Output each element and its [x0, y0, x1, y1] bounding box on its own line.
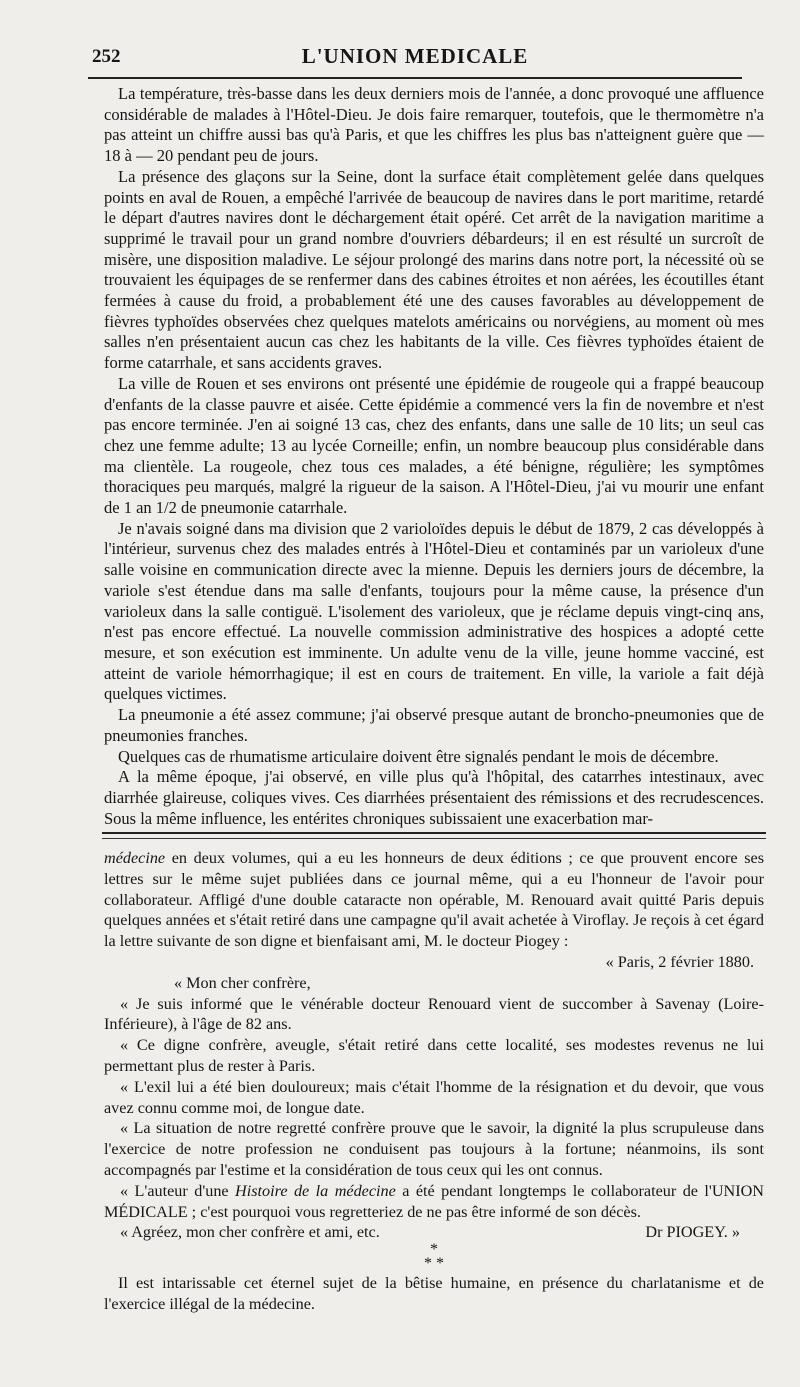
upper-column: [104, 84, 764, 829]
letter-paragraph: « Je suis informé que le vénérable docteur Renouard vient de succomber à Savenay (Loire-Inférieure), à l'âge de 82 ans.: [104, 994, 764, 1034]
letter-paragraph: [104, 1181, 764, 1223]
paragraph-closing: Il est intarissable cet éternel sujet de la bêtise humaine, en présence du charlatanisme et de l'exercice illégal de la médecine.: [104, 1274, 764, 1313]
paragraph-smallpox: Je n'avais soigné dans ma division que 2 varioloïdes depuis le début de 1879, 2 cas développés à l'intérieur, survenus chez des malades entrés à l'Hôtel-Dieu et contaminés par un varioleux d'une salle voisine en communication directe avec la mienne. Depuis les derniers jours de décembre, la variole s'est étendue dans ma salle d'enfants, toujours pour la même cause, la présence d'un varioleux dans la salle contiguë. L'isolement des varioleux, que je réclame depuis vingt-cinq ans, n'est pas encore effectué. La nouvelle commission administrative des hospices a adopté cette mesure, et son exécution est imminente. Un adulte venu de la ville, jeune homme vacciné, est atteint de variole hémorrhagique; il est en cours de traitement. En ville, la variole a fait déjà quelques victimes.: [104, 518, 764, 704]
letter-paragraph: « L'exil lui a été bien douloureux; mais c'était l'homme de la résignation et du devoir, que vous avez connu comme moi, de longue date.: [104, 1077, 764, 1117]
letter-paragraph: « La situation de notre regretté confrère prouve que le savoir, la dignité la plus scrupuleuse dans l'exercice de notre profession ne conduisent pas toujours à la fortune; néanmoins, ils sont accompagnés par l'estime et la considération de tous ceux qui les ont connus.: [104, 1119, 764, 1179]
book-title: Histoire de la médecine: [235, 1181, 396, 1200]
letter-dateline: « Paris, 2 février 1880.: [605, 952, 754, 971]
asterism-top: *: [430, 1241, 438, 1259]
letter-closing: « Agréez, mon cher confrère et ami, etc.: [120, 1223, 380, 1242]
journal-title: L'UNION MEDICALE: [301, 44, 529, 68]
letter-salutation: « Mon cher confrère,: [174, 973, 311, 992]
page-number: 252: [92, 46, 121, 67]
italic-word: médecine: [104, 849, 166, 867]
paragraph-temperature: La température, très-basse dans les deux derniers mois de l'année, a donc provoqué une affluence considérable de malades à l'Hôtel-Dieu. Je dois faire remarquer, toutefois, que le thermomètre n'a pas atteint un chiffre aussi bas qu'à Paris, et que les chiffres les plus bas n'atteignent guère que — 18 à — 20 pendant peu de jours.: [104, 84, 764, 166]
letter-text: a été pendant longtemps le collaborateur de l'UNION MÉDICALE ; c'est pourquoi vous regretteriez de ne pas être informé de son décès.: [104, 1181, 764, 1221]
paragraph-catarrh: A la même époque, j'ai observé, en ville plus qu'à l'hôpital, des catarrhes intestinaux, avec diarrhée glaireuse, coliques vives. Ces diarrhées présentaient des rémissions et des recrudescences. Sous la même influence, les entérites chroniques subissaient une exacerbation mar-: [104, 767, 764, 828]
intro-text: en deux volumes, qui a eu les honneurs de deux éditions ; ce que prouvent encore ses lettres sur le même sujet publiées dans ce journal même, qui a eu l'honneur de l'avoir pour collaborateur. Affligé d'une double cataracte non opérable, M. Renouard avait quitté Paris depuis quelques années et s'était retiré dans une campagne qu'il avait achetée à Viroflay. Je reçois à cet égard la lettre suivante de son digne et bienfaisant ami, M. le docteur Piogey :: [104, 849, 764, 951]
paragraph-seine-ice: La présence des glaçons sur la Seine, dont la surface était complètement gelée dans quelques points en aval de Rouen, a empêché l'arrivée de beaucoup de navires dans le port maritime, retardé le départ d'autres navires dont le déchargement était opéré. Cet arrêt de la navigation maritime a supprimé le travail pour un grand nombre d'ouvriers débardeurs; il en est résulté un surcroît de misère, une disposition maladive. Le séjour prolongé des marins dans notre port, la nécessité où se trouvaient les équipages de se renfermer dans des cabines étroites et non aérées, les écoutilles étant fermées à cause du froid, a probablement été une des causes favorables au développement de fièvres typhoïdes observées chez quelques matelots américains ou norvégiens, au moment où mes salles n'en présentaient aucun cas chez les habitants de la ville. Ces fièvres typhoïdes étaient de forme catarrhale, et sans accidents graves.: [104, 166, 764, 373]
section-separator-thin: [102, 838, 766, 839]
lower-column: [104, 848, 764, 1315]
page-header: [88, 44, 742, 74]
paragraph-measles: La ville de Rouen et ses environs ont présenté une épidémie de rougeole qui a frappé beaucoup d'enfants de la classe pauvre et aisée. Cette épidémie a commencé vers la fin de novembre et n'est pas encore terminée. J'en ai soigné 13 cas, chez des enfants, dans une salle de 10 lits; un seul cas chez une femme adulte; 13 au lycée Corneille; enfin, un nombre beaucoup plus considérable dans ma clientèle. La rougeole, chez tous ces malades, a été bénigne, régulière; les symptômes thoraciques peu marqués, malgré la rigueur de la saison. A l'Hôtel-Dieu, j'ai vu mourir une enfant de 1 an 1/2 de pneumonie catarrhale.: [104, 373, 764, 518]
asterism-bottom: * *: [424, 1255, 444, 1273]
letter-closing-line: [104, 1222, 764, 1243]
paragraph-pneumonia: La pneumonie a été assez commune; j'ai observé presque autant de broncho-pneumonies que de pneumonies franches.: [104, 705, 764, 745]
letter-text: « L'auteur d'une: [120, 1181, 236, 1200]
paragraph-rheumatism: Quelques cas de rhumatisme articulaire doivent être signalés pendant le mois de décembre.: [118, 746, 719, 766]
header-rule: [88, 77, 742, 79]
letter-paragraph: « Ce digne confrère, aveugle, s'était retiré dans cette localité, ses modestes revenus ne lui permettant plus de rester à Paris.: [104, 1036, 764, 1075]
section-separator: [102, 832, 766, 834]
signature: Dr PIOGEY. »: [645, 1223, 740, 1242]
paragraph-renouard-intro: [104, 848, 764, 952]
